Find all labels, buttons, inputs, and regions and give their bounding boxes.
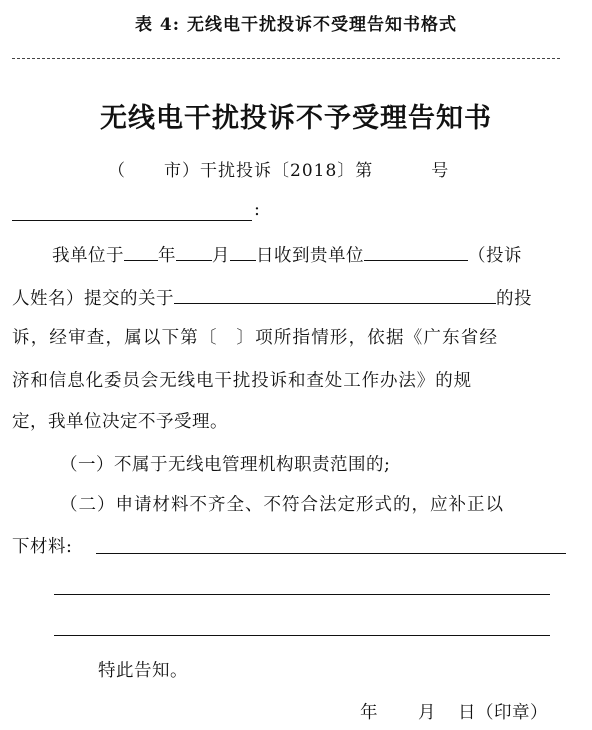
document-title: 无线电干扰投诉不予受理告知书 — [100, 103, 492, 134]
month-label: 月 — [212, 246, 230, 266]
body-line-3 — [12, 324, 568, 349]
body-line-5: 定，我单位决定不予受理。 — [12, 412, 228, 432]
item-1: （一）不属于无线电管理机构职责范围的; — [60, 455, 391, 475]
complainant-unit-blank[interactable] — [364, 246, 468, 261]
materials-label: 下材料: — [12, 537, 73, 557]
body-line-4-text: 济和信息化委员会无线电干扰投诉和查处工作办法》的规 — [12, 371, 472, 391]
submitted-about-label: 人姓名）提交的关于 — [12, 289, 174, 309]
body-line-4 — [12, 367, 568, 392]
addressee-blank[interactable] — [12, 220, 252, 221]
year-label: 年 — [158, 246, 176, 266]
body-line-3-text: 诉，经审查，属以下第〔 〕项所指情形，依据《广东省经 — [12, 328, 499, 348]
materials-blank-1[interactable] — [96, 553, 566, 554]
month-blank[interactable] — [176, 246, 212, 261]
document-number — [108, 156, 449, 181]
date-seal-line — [360, 699, 548, 724]
addressee-colon: : — [254, 200, 261, 220]
day-label: 日收到贵单位 — [256, 246, 364, 266]
table-caption: 表 4: 无线电干扰投诉不受理告知书格式 — [135, 15, 457, 35]
item-2: （二）申请材料不齐全、不符合法定形式的，应补正以 — [60, 495, 504, 515]
closing-text: 特此告知。 — [98, 661, 188, 681]
docno-suffix: 号 — [431, 161, 450, 181]
day-blank[interactable] — [230, 246, 256, 261]
dashed-divider — [12, 58, 560, 59]
received-on-label: 我单位于 — [52, 246, 124, 266]
complainant-label: （投诉 — [468, 246, 522, 266]
body-line-1 — [52, 242, 522, 267]
materials-blank-3[interactable] — [54, 635, 550, 636]
year-blank[interactable] — [124, 246, 158, 261]
docno-city: 市）干扰投诉〔2018〕第 — [164, 161, 374, 181]
date-month-label: 月 — [418, 703, 436, 723]
complaint-subject-blank[interactable] — [174, 289, 496, 304]
date-year-label: 年 — [360, 703, 378, 723]
docno-open-paren: （ — [108, 161, 126, 181]
materials-blank-2[interactable] — [54, 594, 550, 595]
body-line-2 — [12, 285, 532, 310]
complaint-end-label: 的投 — [496, 289, 532, 309]
date-day-seal-label: 日（印章） — [458, 703, 548, 723]
